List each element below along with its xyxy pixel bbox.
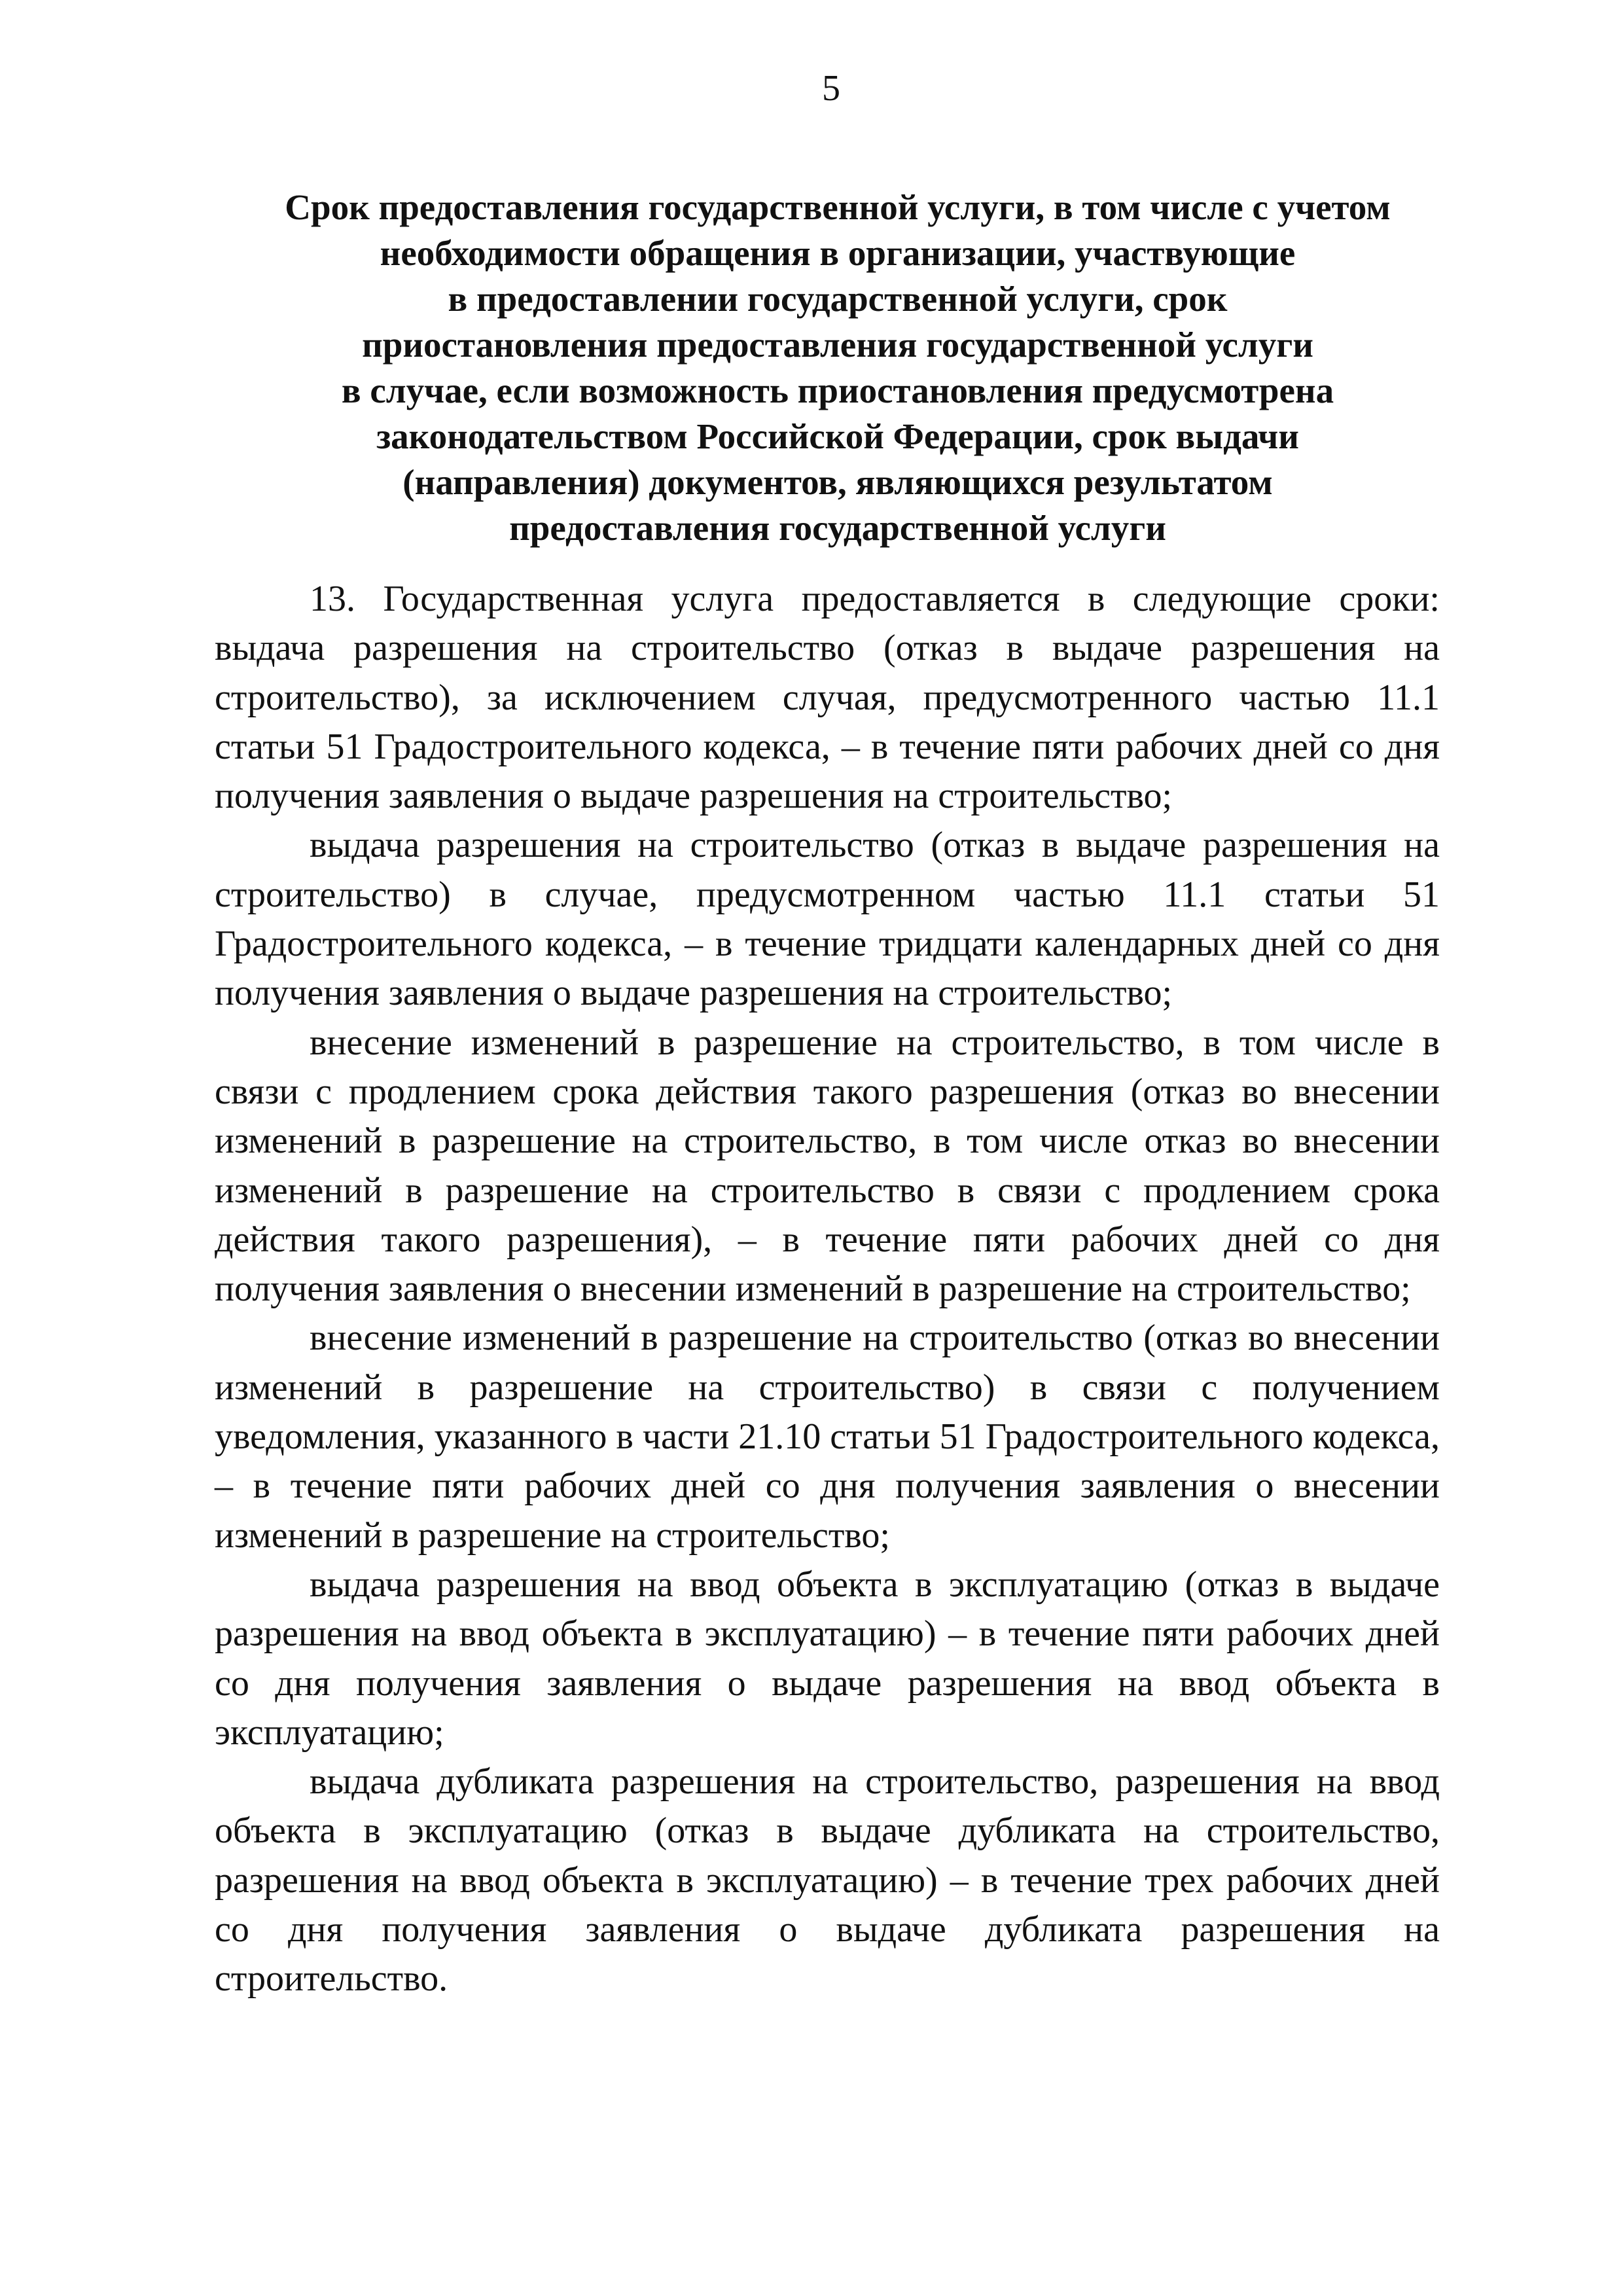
page-number: 5 <box>822 68 840 109</box>
heading-line: в предоставлении государственной услуги, срок <box>448 279 1228 319</box>
paragraph: выдача разрешения на ввод объекта в эксплуатацию (отказ в выдаче разрешения на ввод объекта в эксплуатацию) – в течение пяти рабочих дней со дня получения заявления о выдаче разрешения на ввод объекта в эксплуатацию; <box>215 1564 1440 1753</box>
paragraph: выдача дубликата разрешения на строительство, разрешения на ввод объекта в эксплуатацию (отказ в выдаче дубликата на строительство, разрешения на ввод объекта в эксплуатацию) – в течение трех рабочих дней со дня получения заявления о выдаче дубликата разрешения на строительство. <box>215 1761 1440 2000</box>
section-heading <box>216 185 1459 551</box>
heading-line: приостановления предоставления государственной услуги <box>362 325 1313 365</box>
paragraph-item-13: 13. Государственная услуга предоставляется в следующие сроки: выдача разрешения на строительство (отказ в выдаче разрешения на строительство), за исключением случая, предусмотренного частью 11.1 статьи 51 Градостроительного кодекса, – в течение пяти рабочих дней со дня получения заявления о выдаче разрешения на строительство; <box>215 579 1440 817</box>
heading-line: необходимости обращения в организации, участвующие <box>380 233 1296 273</box>
heading-line: законодательством Российской Федерации, срок выдачи <box>376 416 1299 456</box>
paragraph: внесение изменений в разрешение на строительство (отказ во внесении изменений в разрешение на строительство) в связи с получением уведомления, указанного в части 21.10 статьи 51 Градостроительного кодекса, – в течение пяти рабочих дней со дня получения заявления о внесении изменений в разрешение на строительство; <box>215 1318 1440 1556</box>
heading-line: предоставления государственной услуги <box>509 508 1166 548</box>
heading-line: Срок предоставления государственной услуги, в том числе с учетом <box>285 187 1391 227</box>
paragraph: выдача разрешения на строительство (отказ в выдаче разрешения на строительство) в случае, предусмотренном частью 11.1 статьи 51 Градостроительного кодекса, – в течение тридцати календарных дней со дня получения заявления о выдаче разрешения на строительство; <box>215 825 1440 1014</box>
heading-line: (направления) документов, являющихся результатом <box>402 462 1273 502</box>
heading-line: в случае, если возможность приостановления предусмотрена <box>341 370 1334 410</box>
document-body <box>215 575 1440 2004</box>
paragraph: внесение изменений в разрешение на строительство, в том числе в связи с продлением срока действия такого разрешения (отказ во внесении изменений в разрешение на строительство, в том числе отказ во внесении изменений в разрешение на строительство в связи с продлением срока действия такого разрешения), – в течение пяти рабочих дней со дня получения заявления о внесении изменений в разрешение на строительство; <box>215 1022 1440 1310</box>
